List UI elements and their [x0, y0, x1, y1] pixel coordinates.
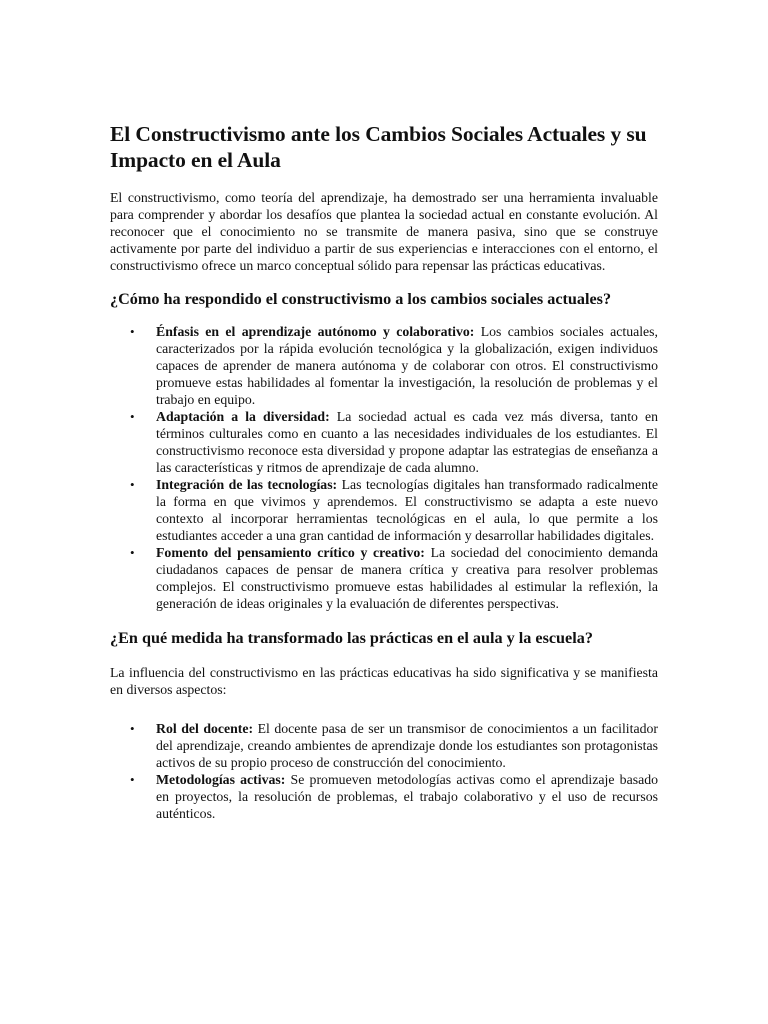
list-item-term: Adaptación a la diversidad:: [156, 409, 330, 424]
section2-intro-paragraph: La influencia del constructivismo en las prácticas educativas ha sido significativa y se manifiesta en diversos aspectos:: [110, 665, 658, 697]
list-item-term: Énfasis en el aprendizaje autónomo y colaborativo:: [156, 324, 475, 339]
list-item-text: La sociedad del conocimiento demanda ciudadanos capaces de pensar de manera crítica y creativa para resolver problemas complejos. El constructivismo promueve estas habilidades al estimular la reflexión, la generación de ideas originales y la evaluación de diferentes perspectivas.: [156, 545, 658, 611]
list-item-text: La sociedad actual es cada vez más diversa, tanto en términos culturales como en cuanto a las necesidades individuales de los estudiantes. El constructivismo reconoce esta diversidad y propone adaptar las estrategias de enseñanza a las características y ritmos de aprendizaje de cada alumno.: [156, 409, 659, 475]
list-item: [110, 476, 658, 544]
list-item-text: Los cambios sociales actuales, caracterizados por la rápida evolución tecnológica y la globalización, exigen individuos capaces de aprender de manera autónoma y de colaborar con otros. El constructivismo promueve estas habilidades al fomentar la investigación, la resolución de problemas y el trabajo en equipo.: [156, 324, 658, 407]
list-item-term: Fomento del pensamiento crítico y creativo:: [156, 545, 425, 560]
list-item-term: Rol del docente:: [156, 721, 254, 736]
list-item-term: Integración de las tecnologías:: [156, 477, 338, 492]
bullet-icon: •: [130, 477, 135, 492]
list-item: [110, 323, 658, 408]
intro-paragraph: El constructivismo, como teoría del aprendizaje, ha demostrado ser una herramienta invaluable para comprender y abordar los desafíos que plantea la sociedad actual en constante evolución. Al reconocer que el conocimiento no se transmite de manera pasiva, sino que se construye activamente por parte del individuo a partir de sus experiencias e interacciones con el entorno, el constructivismo ofrece un marco conceptual sólido para repensar las prácticas educativas.: [110, 190, 658, 273]
document-title: El Constructivismo ante los Cambios Sociales Actuales y su Impacto en el Aula: [110, 122, 647, 172]
list-item-text: Se promueven metodologías activas como el aprendizaje basado en proyectos, la resolución de problemas, el trabajo colaborativo y el uso de recursos auténticos.: [156, 772, 658, 821]
document-page: [110, 121, 658, 836]
list-item-term: Metodologías activas:: [156, 772, 286, 787]
bullet-icon: •: [130, 721, 135, 736]
classroom-practices-list: [110, 720, 658, 822]
list-item-text: El docente pasa de ser un transmisor de conocimientos a un facilitador del aprendizaje, creando ambientes de aprendizaje donde los estudiantes son protagonistas activos de su propio proceso de construcción del conocimiento.: [156, 721, 658, 770]
bullet-icon: •: [130, 545, 135, 560]
list-item: [110, 771, 658, 822]
list-item: [110, 544, 658, 612]
bullet-icon: •: [130, 772, 135, 787]
section-heading-social-changes: ¿Cómo ha respondido el constructivismo a los cambios sociales actuales?: [110, 290, 612, 308]
social-changes-list: [110, 323, 658, 612]
list-item: [110, 720, 658, 771]
list-item-text: Las tecnologías digitales han transformado radicalmente la forma en que vivimos y aprendemos. El constructivismo se adapta a este nuevo contexto al incorporar herramientas tecnológicas en el aula, lo que permite a los estudiantes acceder a una gran cantidad de información y desarrollar habilidades digitales.: [156, 477, 658, 543]
section-heading-classroom-practices: ¿En qué medida ha transformado las prácticas en el aula y la escuela?: [110, 629, 593, 647]
bullet-icon: •: [130, 324, 135, 339]
list-item: [110, 408, 658, 476]
bullet-icon: •: [130, 409, 135, 424]
